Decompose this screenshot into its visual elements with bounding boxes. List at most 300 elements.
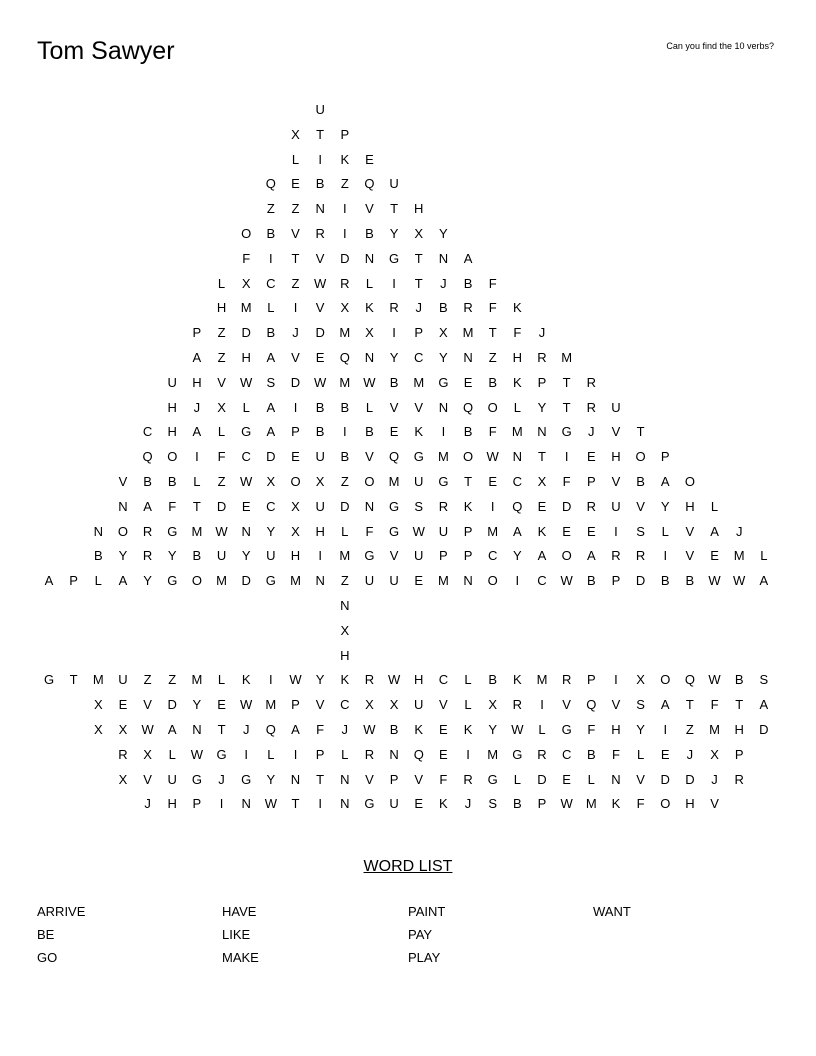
grid-letter: Z (685, 722, 694, 737)
grid-letter: X (291, 126, 300, 142)
grid-letter: M (709, 722, 720, 737)
grid-letter: Q (389, 449, 400, 465)
grid-letter: Q (586, 697, 597, 713)
grid-letter: H (340, 647, 350, 663)
grid-letter: C (266, 498, 276, 514)
grid-letter: T (464, 474, 473, 489)
grid-letter: Y (315, 672, 325, 688)
grid-letter: G (43, 672, 55, 688)
grid-letter: B (167, 474, 177, 489)
grid-letter: B (143, 474, 152, 489)
grid-letter: F (488, 300, 497, 316)
grid-letter: G (216, 746, 227, 762)
grid-letter: C (537, 573, 547, 589)
grid-letter: S (488, 796, 498, 812)
grid-letter: O (364, 474, 375, 489)
grid-letter: U (315, 498, 325, 514)
grid-letter: R (537, 350, 547, 365)
grid-letter: E (118, 697, 128, 713)
grid-letter: P (660, 449, 670, 465)
grid-letter: L (341, 523, 349, 539)
grid-letter: K (513, 672, 522, 688)
grid-letter: Y (266, 771, 276, 787)
grid-letter: J (218, 771, 225, 787)
grid-letter: P (537, 374, 547, 390)
grid-letter: B (365, 226, 374, 241)
grid-letter: N (364, 250, 375, 266)
grid-letter: A (463, 250, 473, 266)
grid-letter: G (389, 250, 400, 266)
grid-letter: E (217, 697, 226, 713)
grid-letter: J (193, 399, 201, 415)
grid-letter: Q (339, 350, 350, 365)
grid-letter: V (611, 474, 621, 489)
grid-letter: I (293, 746, 298, 762)
grid-letter: N (537, 424, 547, 440)
word-list-heading: WORD LIST (363, 858, 453, 875)
grid-letter: O (561, 548, 572, 564)
grid-letter: A (291, 722, 300, 737)
grid-letter: E (241, 498, 251, 514)
grid-letter: I (342, 424, 347, 440)
grid-letter: F (611, 746, 620, 762)
grid-letter: D (241, 325, 251, 341)
grid-letter: R (463, 300, 473, 316)
grid-letter: A (118, 573, 128, 589)
grid-letter: G (265, 573, 276, 589)
grid-letter: R (586, 498, 596, 514)
grid-letter: X (266, 474, 276, 489)
grid-letter: M (92, 672, 104, 688)
grid-letter: G (438, 374, 449, 390)
grid-letter: D (561, 498, 572, 514)
grid-letter: H (685, 498, 695, 514)
grid-letter: V (365, 771, 374, 787)
grid-letter: G (389, 498, 400, 514)
grid-letter: B (685, 573, 695, 589)
grid-letter: G (241, 424, 252, 440)
grid-letter: M (265, 697, 277, 713)
grid-letter: H (611, 722, 621, 737)
grid-letter: Z (488, 350, 497, 365)
grid-letter: B (586, 573, 596, 589)
grid-letter: M (339, 374, 351, 390)
grid-letter: Q (142, 449, 153, 465)
grid-letter: X (365, 325, 374, 341)
grid-letter: L (513, 771, 521, 787)
grid-letter: E (488, 474, 498, 489)
grid-letter: U (216, 548, 227, 564)
grid-letter: I (490, 498, 495, 514)
grid-letter: P (291, 697, 300, 713)
grid-letter: I (614, 523, 618, 539)
grid-letter: K (463, 498, 473, 514)
grid-letter: U (315, 102, 325, 117)
grid-letter: F (513, 325, 522, 341)
grid-letter: N (192, 722, 202, 737)
grid-letter: R (389, 300, 399, 316)
grid-letter: C (266, 275, 276, 291)
grid-letter: B (586, 746, 596, 762)
grid-letter: X (389, 697, 399, 713)
grid-letter: L (291, 151, 300, 167)
grid-letter: I (663, 722, 668, 737)
grid-letter: E (439, 746, 448, 762)
grid-letter: H (192, 374, 202, 390)
grid-letter: X (340, 300, 350, 316)
grid-letter: W (314, 374, 327, 390)
grid-letter: L (193, 474, 201, 489)
grid-letter: N (512, 449, 523, 465)
grid-letter: T (636, 424, 645, 440)
grid-letter: B (734, 672, 744, 688)
grid-letter: A (660, 697, 670, 713)
grid-letter: Y (537, 399, 547, 415)
grid-letter: M (437, 449, 449, 465)
grid-letter: U (389, 573, 399, 589)
grid-letter: Z (168, 672, 177, 688)
grid-letter: V (439, 697, 448, 713)
grid-letter: W (363, 374, 376, 390)
grid-letter: M (191, 672, 203, 688)
grid-letter: Y (636, 722, 645, 737)
grid-letter: N (315, 201, 325, 217)
grid-letter: L (217, 275, 226, 291)
grid-letter: T (316, 126, 325, 142)
grid-letter: I (318, 796, 322, 812)
grid-letter: O (290, 474, 301, 489)
grid-letter: H (216, 300, 227, 316)
grid-letter: G (167, 573, 178, 589)
grid-letter: W (708, 672, 721, 688)
grid-letter: L (710, 498, 719, 514)
grid-letter: H (290, 548, 301, 564)
grid-letter: I (318, 548, 322, 564)
grid-letter: A (266, 399, 276, 415)
grid-letter: B (389, 374, 399, 390)
grid-letter: G (438, 474, 449, 489)
grid-letter: N (364, 498, 375, 514)
grid-letter: I (318, 151, 322, 167)
grid-letter: L (636, 746, 645, 762)
grid-letter: Y (143, 573, 152, 589)
grid-letter: W (486, 449, 499, 465)
grid-letter: W (240, 697, 253, 713)
grid-letter: C (414, 350, 424, 365)
grid-letter: L (168, 746, 176, 762)
grid-letter: U (414, 697, 424, 713)
grid-letter: N (93, 523, 103, 539)
grid-letter: Q (684, 672, 695, 688)
grid-letter: Z (217, 325, 226, 341)
grid-letter: J (711, 771, 718, 787)
grid-letter: O (684, 474, 695, 489)
grid-letter: R (635, 548, 646, 564)
grid-letter: I (293, 300, 298, 316)
grid-letter: O (117, 523, 128, 539)
grid-letter: K (439, 796, 448, 812)
grid-letter: O (660, 672, 671, 688)
grid-letter: Q (462, 399, 474, 415)
grid-letter: M (413, 374, 425, 390)
grid-letter: Y (167, 548, 177, 564)
grid-letter: B (439, 300, 448, 316)
grid-letter: H (685, 796, 695, 812)
grid-letter: Y (389, 226, 399, 241)
grid-letter: V (315, 697, 325, 713)
grid-letter: Z (266, 201, 275, 217)
grid-letter: X (315, 474, 325, 489)
grid-letter: R (586, 374, 596, 390)
grid-letter: R (364, 672, 375, 688)
grid-letter: Q (265, 722, 276, 737)
grid-letter: F (217, 449, 226, 465)
grid-letter: V (365, 449, 374, 465)
grid-letter: I (663, 548, 668, 564)
grid-letter: R (537, 746, 547, 762)
grid-letter: L (760, 548, 768, 564)
grid-letter: Y (118, 548, 128, 564)
grid-letter: B (93, 548, 103, 564)
grid-letter: Q (265, 176, 276, 192)
grid-letter: P (340, 126, 350, 142)
grid-letter: I (219, 796, 224, 812)
grid-letter: U (414, 474, 424, 489)
grid-letter: B (192, 548, 202, 564)
grid-letter: N (315, 573, 325, 589)
grid-letter: X (143, 746, 152, 762)
grid-letter: K (513, 374, 522, 390)
grid-letter: V (710, 796, 719, 812)
grid-letter: N (463, 573, 473, 589)
grid-letter: V (414, 771, 424, 787)
grid-letter: K (365, 300, 374, 316)
grid-letter: V (315, 250, 325, 266)
grid-letter: X (414, 226, 424, 241)
grid-letter: W (190, 746, 204, 762)
grid-letter: I (540, 697, 544, 713)
grid-letter: G (191, 771, 202, 787)
grid-letter: X (439, 325, 448, 341)
grid-letter: G (512, 746, 523, 762)
grid-letter: U (167, 771, 177, 787)
grid-letter: E (537, 498, 547, 514)
grid-letter: V (365, 201, 374, 217)
grid-letter: G (389, 523, 400, 539)
grid-letter: D (759, 722, 769, 737)
grid-letter: D (167, 697, 177, 713)
grid-letter: L (94, 573, 102, 589)
grid-letter: A (660, 474, 670, 489)
grid-letter: B (463, 275, 473, 291)
grid-letter: A (759, 573, 769, 589)
grid-letter: G (364, 548, 375, 564)
grid-letter: B (266, 325, 276, 341)
grid-letter: Y (488, 722, 498, 737)
grid-letter: U (167, 374, 177, 390)
grid-letter: P (611, 573, 621, 589)
grid-letter: I (466, 746, 470, 762)
grid-letter: L (661, 523, 669, 539)
grid-letter: A (266, 350, 276, 365)
grid-letter: Y (439, 350, 448, 365)
grid-letter: M (339, 325, 351, 341)
grid-letter: L (242, 399, 250, 415)
grid-letter: P (315, 746, 325, 762)
grid-letter: A (537, 548, 547, 564)
word-list-item: WANT (593, 904, 631, 919)
grid-letter: S (266, 374, 276, 390)
grid-letter: V (636, 498, 645, 514)
grid-letter: B (488, 672, 498, 688)
grid-letter: W (363, 722, 376, 737)
grid-letter: H (167, 796, 177, 812)
grid-letter: H (734, 722, 744, 737)
grid-letter: D (290, 374, 301, 390)
grid-letter: E (315, 350, 325, 365)
grid-letter: J (538, 325, 546, 341)
grid-letter: A (192, 350, 202, 365)
grid-letter: L (341, 746, 349, 762)
grid-letter: W (511, 722, 524, 737)
grid-letter: D (340, 250, 350, 266)
grid-letter: V (389, 548, 399, 564)
grid-letter: W (708, 573, 721, 589)
grid-letter: H (315, 523, 325, 539)
word-list-item: HAVE (222, 904, 257, 919)
grid-letter: R (142, 523, 153, 539)
grid-letter: G (561, 722, 572, 737)
grid-letter: A (167, 722, 177, 737)
grid-letter: P (192, 325, 202, 341)
grid-letter: M (561, 350, 573, 365)
grid-letter: P (734, 746, 744, 762)
grid-letter: S (636, 523, 645, 539)
grid-letter: J (341, 722, 349, 737)
grid-letter: Z (291, 275, 300, 291)
grid-letter: A (192, 424, 202, 440)
grid-letter: E (365, 151, 374, 167)
grid-letter: K (463, 722, 473, 737)
grid-letter: I (195, 449, 199, 465)
grid-letter: H (167, 424, 177, 440)
grid-letter: W (412, 523, 425, 539)
grid-letter: M (216, 573, 227, 589)
grid-letter: L (587, 771, 595, 787)
grid-letter: X (217, 399, 226, 415)
grid-letter: Z (143, 672, 152, 688)
grid-letter: E (439, 722, 448, 737)
grid-letter: P (414, 325, 424, 341)
grid-letter: O (635, 449, 646, 465)
grid-letter: F (168, 498, 177, 514)
grid-letter: P (192, 796, 202, 812)
grid-letter: M (511, 424, 523, 440)
grid-letter: T (562, 374, 571, 390)
grid-letter: C (340, 697, 350, 713)
grid-letter: V (143, 697, 152, 713)
grid-letter: J (440, 275, 447, 291)
grid-letter: X (291, 523, 300, 539)
grid-letter: K (241, 672, 251, 688)
grid-letter: F (365, 523, 374, 539)
grid-letter: B (315, 424, 325, 440)
grid-letter: T (735, 697, 744, 713)
grid-letter: E (586, 523, 596, 539)
grid-letter: W (264, 796, 277, 812)
grid-letter: M (388, 474, 400, 489)
word-list-item: MAKE (222, 950, 259, 965)
grid-letter: C (561, 746, 572, 762)
grid-letter: U (611, 399, 621, 415)
grid-letter: P (537, 796, 547, 812)
grid-letter: Z (291, 201, 300, 217)
grid-letter: R (315, 226, 325, 241)
grid-letter: K (611, 796, 621, 812)
grid-letter: G (241, 771, 252, 787)
grid-letter: U (315, 449, 325, 465)
grid-letter: L (217, 672, 226, 688)
grid-letter: L (217, 424, 226, 440)
grid-letter: M (339, 548, 351, 564)
grid-letter: W (240, 374, 253, 390)
grid-letter: X (488, 697, 498, 713)
grid-letter: R (611, 548, 621, 564)
grid-letter: E (562, 771, 571, 787)
grid-letter: T (69, 672, 78, 688)
grid-letter: N (364, 350, 375, 365)
grid-letter: V (389, 399, 399, 415)
instructions-text: Can you find the 10 verbs? (666, 41, 774, 51)
grid-letter: M (733, 548, 745, 564)
grid-letter: G (413, 449, 424, 465)
grid-letter: E (414, 573, 424, 589)
grid-letter: Z (340, 573, 349, 589)
word-list-item: PAINT (408, 904, 446, 919)
grid-letter: M (536, 672, 548, 688)
grid-letter: V (562, 697, 571, 713)
grid-letter: I (342, 226, 347, 241)
grid-letter: L (267, 746, 275, 762)
grid-letter: O (660, 796, 671, 812)
grid-letter: F (562, 474, 571, 489)
grid-letter: F (439, 771, 448, 787)
word-list-item: BE (37, 927, 55, 942)
grid-letter: U (118, 672, 128, 688)
grid-letter: L (464, 672, 472, 688)
grid-letter: X (93, 697, 103, 713)
grid-letter: J (686, 746, 694, 762)
grid-letter: V (414, 399, 424, 415)
word-list-item: GO (37, 950, 58, 965)
grid-letter: W (560, 573, 573, 589)
word-list-item: ARRIVE (37, 904, 86, 919)
grid-letter: U (389, 796, 399, 812)
grid-letter: Y (660, 498, 670, 514)
grid-letter: V (611, 424, 621, 440)
grid-letter: X (291, 498, 300, 514)
grid-letter: J (735, 523, 743, 539)
grid-letter: V (685, 548, 695, 564)
grid-letter: H (512, 350, 523, 365)
grid-letter: E (389, 424, 399, 440)
grid-letter: E (463, 374, 473, 390)
grid-letter: U (364, 573, 375, 589)
grid-letter: R (438, 498, 449, 514)
grid-letter: N (463, 350, 473, 365)
grid-letter: R (463, 771, 473, 787)
grid-letter: T (291, 250, 300, 266)
